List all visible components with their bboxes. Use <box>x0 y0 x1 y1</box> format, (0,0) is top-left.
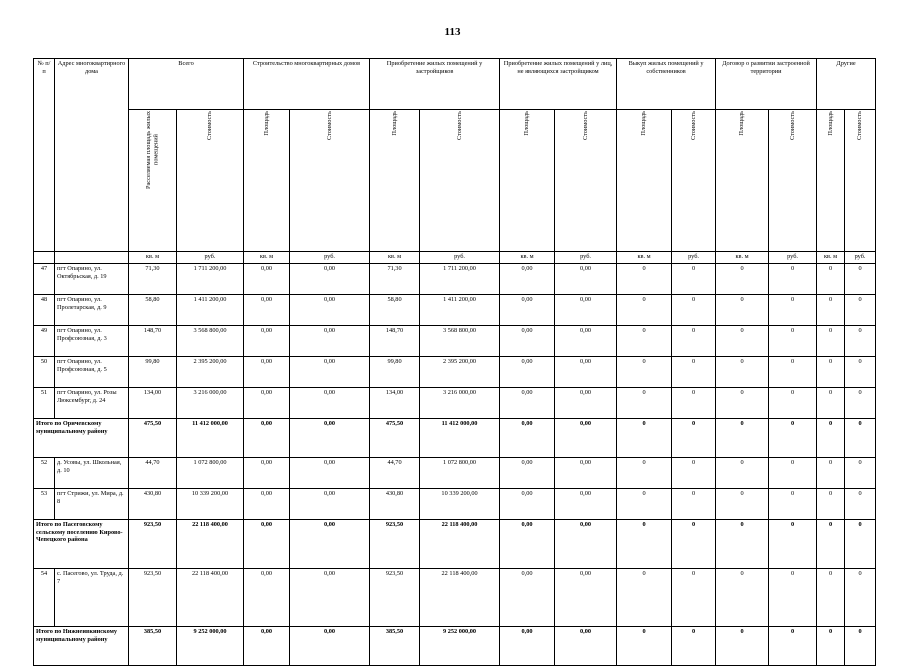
subheader-label: Площадь <box>523 111 531 136</box>
value-cell: 0 <box>716 627 769 666</box>
value-cell: 2 395 200,00 <box>420 357 500 388</box>
value-cell: 0 <box>817 264 845 295</box>
table-row <box>34 357 876 388</box>
value-cell: 0 <box>845 520 876 569</box>
value-cell: 0 <box>672 326 716 357</box>
value-cell: 0,00 <box>290 388 370 419</box>
value-cell: 923,50 <box>129 520 177 569</box>
value-cell: 0 <box>845 569 876 627</box>
value-cell: 0 <box>716 357 769 388</box>
value-cell: 0 <box>672 295 716 326</box>
subheader-cell <box>617 110 672 252</box>
value-cell: 0,00 <box>244 295 290 326</box>
value-cell: 0 <box>845 295 876 326</box>
row-number: 49 <box>34 326 55 357</box>
total-row <box>34 419 876 458</box>
value-cell: 0,00 <box>500 419 555 458</box>
value-cell: 1 072 800,00 <box>177 458 244 489</box>
value-cell: 0 <box>817 520 845 569</box>
value-cell: 0,00 <box>244 264 290 295</box>
value-cell: 0,00 <box>500 520 555 569</box>
value-cell: 0,00 <box>555 627 617 666</box>
value-cell: 923,50 <box>370 569 420 627</box>
subheader-cell <box>420 110 500 252</box>
value-cell: 0 <box>817 326 845 357</box>
value-cell: 0 <box>769 627 817 666</box>
subheader-cell <box>555 110 617 252</box>
value-cell: 1 411 200,00 <box>177 295 244 326</box>
value-cell: 0 <box>769 520 817 569</box>
unit-cell: кв. м <box>716 252 769 264</box>
unit-cell: кв. м <box>244 252 290 264</box>
value-cell: 0,00 <box>500 569 555 627</box>
table-row <box>34 295 876 326</box>
unit-cell: кв. м <box>500 252 555 264</box>
value-cell: 0,00 <box>290 295 370 326</box>
value-cell: 0 <box>817 627 845 666</box>
value-cell: 0 <box>769 295 817 326</box>
unit-cell: кв. м <box>617 252 672 264</box>
value-cell: 0 <box>845 326 876 357</box>
value-cell: 430,80 <box>370 489 420 520</box>
value-cell: 148,70 <box>370 326 420 357</box>
subheader-label: Стоимость <box>325 111 333 141</box>
value-cell: 0,00 <box>500 489 555 520</box>
value-cell: 0 <box>617 264 672 295</box>
value-cell: 0 <box>617 520 672 569</box>
value-cell: 0,00 <box>555 388 617 419</box>
subheader-label: Расселяемая площадь жилых помещений <box>144 111 160 189</box>
row-address: пгт Опарино, ул. Октябрьская, д. 19 <box>55 264 129 295</box>
subheader-cell <box>817 110 845 252</box>
value-cell: 1 072 800,00 <box>420 458 500 489</box>
value-cell: 0 <box>617 489 672 520</box>
value-cell: 0,00 <box>555 489 617 520</box>
value-cell: 0,00 <box>555 357 617 388</box>
value-cell: 0 <box>769 264 817 295</box>
value-cell: 11 412 000,00 <box>420 419 500 458</box>
value-cell: 0 <box>769 357 817 388</box>
value-cell: 0 <box>672 520 716 569</box>
row-address: д. Усовы, ул. Школьная, д. 10 <box>55 458 129 489</box>
value-cell: 0 <box>617 388 672 419</box>
subheader-cell <box>500 110 555 252</box>
value-cell: 0 <box>845 357 876 388</box>
value-cell: 0 <box>716 458 769 489</box>
value-cell: 22 118 400,00 <box>420 569 500 627</box>
value-cell: 0 <box>817 489 845 520</box>
total-label: Итого по Оричевскому муниципальному району <box>34 419 129 458</box>
value-cell: 0,00 <box>290 489 370 520</box>
row-address: пгт Опарино, ул. Профсоюзная, д. 3 <box>55 326 129 357</box>
header-num: № п/п <box>34 59 55 252</box>
value-cell: 0,00 <box>555 326 617 357</box>
value-cell: 0 <box>817 295 845 326</box>
value-cell: 58,80 <box>129 295 177 326</box>
value-cell: 0 <box>769 489 817 520</box>
value-cell: 475,50 <box>370 419 420 458</box>
value-cell: 0 <box>617 627 672 666</box>
value-cell: 0 <box>672 419 716 458</box>
row-address: пгт Стрижи, ул. Мира, д. 8 <box>55 489 129 520</box>
subheader-label: Площадь <box>262 111 270 136</box>
subheader-label: Площадь <box>738 111 746 136</box>
value-cell: 0,00 <box>290 326 370 357</box>
value-cell: 1 711 200,00 <box>420 264 500 295</box>
value-cell: 44,70 <box>129 458 177 489</box>
header-group: Всего <box>129 59 244 110</box>
value-cell: 99,80 <box>370 357 420 388</box>
value-cell: 0 <box>672 388 716 419</box>
table-body <box>34 264 876 666</box>
value-cell: 0,00 <box>500 357 555 388</box>
value-cell: 0 <box>769 388 817 419</box>
value-cell: 0 <box>845 264 876 295</box>
value-cell: 430,80 <box>129 489 177 520</box>
value-cell: 0 <box>845 419 876 458</box>
value-cell: 3 216 000,00 <box>420 388 500 419</box>
resettlement-table <box>33 58 876 666</box>
value-cell: 0 <box>617 569 672 627</box>
value-cell: 0,00 <box>290 419 370 458</box>
unit-cell: руб. <box>555 252 617 264</box>
row-number: 50 <box>34 357 55 388</box>
unit-cell: кв. м <box>129 252 177 264</box>
total-row <box>34 627 876 666</box>
value-cell: 0 <box>716 326 769 357</box>
unit-cell: кв. м <box>817 252 845 264</box>
value-cell: 0,00 <box>244 388 290 419</box>
header-group: Договор о развитии застроенной территории <box>716 59 817 110</box>
unit-cell: руб. <box>769 252 817 264</box>
value-cell: 0,00 <box>500 295 555 326</box>
value-cell: 0,00 <box>290 627 370 666</box>
page-number: 113 <box>444 26 461 38</box>
subheader-label: Стоимость <box>689 111 697 141</box>
value-cell: 0,00 <box>290 520 370 569</box>
value-cell: 44,70 <box>370 458 420 489</box>
value-cell: 0,00 <box>555 569 617 627</box>
table-row <box>34 326 876 357</box>
value-cell: 148,70 <box>129 326 177 357</box>
value-cell: 0,00 <box>290 569 370 627</box>
table-row <box>34 264 876 295</box>
value-cell: 0,00 <box>555 520 617 569</box>
value-cell: 0 <box>617 357 672 388</box>
value-cell: 0,00 <box>244 458 290 489</box>
row-number: 52 <box>34 458 55 489</box>
subheader-cell <box>177 110 244 252</box>
value-cell: 475,50 <box>129 419 177 458</box>
row-number: 51 <box>34 388 55 419</box>
value-cell: 0 <box>817 569 845 627</box>
value-cell: 3 216 000,00 <box>177 388 244 419</box>
value-cell: 0 <box>672 264 716 295</box>
subheader-cell <box>370 110 420 252</box>
value-cell: 0 <box>617 295 672 326</box>
header-group: Приобретение жилых помещений у застройщиков <box>370 59 500 110</box>
value-cell: 923,50 <box>129 569 177 627</box>
unit-cell: руб. <box>290 252 370 264</box>
value-cell: 0 <box>769 458 817 489</box>
total-row <box>34 520 876 569</box>
subheader-label: Площадь <box>640 111 648 136</box>
subheader-label: Стоимость <box>455 111 463 141</box>
row-number: 48 <box>34 295 55 326</box>
value-cell: 0,00 <box>555 295 617 326</box>
subheader-cell <box>290 110 370 252</box>
value-cell: 58,80 <box>370 295 420 326</box>
value-cell: 10 339 200,00 <box>177 489 244 520</box>
value-cell: 0,00 <box>500 627 555 666</box>
row-number: 54 <box>34 569 55 627</box>
subheader-label: Площадь <box>826 111 834 136</box>
value-cell: 9 252 000,00 <box>420 627 500 666</box>
value-cell: 0 <box>617 419 672 458</box>
header-group: Другие <box>817 59 876 110</box>
value-cell: 99,80 <box>129 357 177 388</box>
subheader-cell <box>845 110 876 252</box>
value-cell: 0 <box>672 489 716 520</box>
subheader-label: Площадь <box>390 111 398 136</box>
value-cell: 0 <box>617 458 672 489</box>
value-cell: 0 <box>672 357 716 388</box>
subheader-cell <box>672 110 716 252</box>
units-row <box>34 252 876 264</box>
value-cell: 0 <box>672 627 716 666</box>
units-empty <box>34 252 55 264</box>
value-cell: 0 <box>672 458 716 489</box>
value-cell: 385,50 <box>370 627 420 666</box>
value-cell: 0 <box>845 489 876 520</box>
header-group: Строительство многоквартирных домов <box>244 59 370 110</box>
subheader-cell <box>716 110 769 252</box>
value-cell: 1 411 200,00 <box>420 295 500 326</box>
value-cell: 0 <box>617 326 672 357</box>
value-cell: 0,00 <box>244 520 290 569</box>
value-cell: 9 252 000,00 <box>177 627 244 666</box>
value-cell: 0 <box>817 419 845 458</box>
table-row <box>34 489 876 520</box>
value-cell: 0 <box>716 295 769 326</box>
value-cell: 0,00 <box>500 326 555 357</box>
value-cell: 0,00 <box>244 357 290 388</box>
value-cell: 0 <box>716 264 769 295</box>
subheader-row <box>34 110 876 252</box>
subheader-label: Стоимость <box>856 111 864 141</box>
header-row <box>34 59 876 110</box>
unit-cell: руб. <box>845 252 876 264</box>
value-cell: 0,00 <box>555 264 617 295</box>
value-cell: 0,00 <box>244 569 290 627</box>
value-cell: 0 <box>769 569 817 627</box>
subheader-cell <box>244 110 290 252</box>
row-address: пгт Опарино, ул. Пролетарская, д. 9 <box>55 295 129 326</box>
units-empty <box>55 252 129 264</box>
value-cell: 0,00 <box>555 419 617 458</box>
row-number: 53 <box>34 489 55 520</box>
value-cell: 0 <box>769 419 817 458</box>
subheader-label: Стоимость <box>206 111 214 141</box>
table-row <box>34 458 876 489</box>
value-cell: 923,50 <box>370 520 420 569</box>
value-cell: 0,00 <box>244 419 290 458</box>
total-label: Итого по Нижнеивкинскому муниципальному району <box>34 627 129 666</box>
value-cell: 22 118 400,00 <box>177 569 244 627</box>
unit-cell: руб. <box>672 252 716 264</box>
table-row <box>34 569 876 627</box>
header-group: Приобретение жилых помещений у лиц, не являющихся застройщиком <box>500 59 617 110</box>
value-cell: 0 <box>845 458 876 489</box>
value-cell: 0 <box>817 357 845 388</box>
row-address: с. Пасегово, ул. Труда, д. 7 <box>55 569 129 627</box>
value-cell: 10 339 200,00 <box>420 489 500 520</box>
value-cell: 0,00 <box>290 458 370 489</box>
subheader-label: Стоимость <box>581 111 589 141</box>
value-cell: 1 711 200,00 <box>177 264 244 295</box>
value-cell: 0,00 <box>244 489 290 520</box>
header-group: Выкуп жилых помещений у собственников <box>617 59 716 110</box>
value-cell: 22 118 400,00 <box>177 520 244 569</box>
value-cell: 71,30 <box>370 264 420 295</box>
value-cell: 0 <box>845 627 876 666</box>
value-cell: 11 412 000,00 <box>177 419 244 458</box>
value-cell: 385,50 <box>129 627 177 666</box>
unit-cell: руб. <box>177 252 244 264</box>
value-cell: 0 <box>716 388 769 419</box>
value-cell: 2 395 200,00 <box>177 357 244 388</box>
value-cell: 0,00 <box>290 357 370 388</box>
value-cell: 0 <box>769 326 817 357</box>
header-address: Адрес многоквартирного дома <box>55 59 129 252</box>
value-cell: 3 568 800,00 <box>177 326 244 357</box>
value-cell: 0 <box>817 388 845 419</box>
value-cell: 0,00 <box>500 458 555 489</box>
value-cell: 0 <box>672 569 716 627</box>
row-address: пгт Опарино, ул. Розы Люксембург, д. 24 <box>55 388 129 419</box>
value-cell: 0,00 <box>500 388 555 419</box>
value-cell: 134,00 <box>129 388 177 419</box>
row-number: 47 <box>34 264 55 295</box>
value-cell: 0,00 <box>555 458 617 489</box>
value-cell: 0 <box>716 419 769 458</box>
value-cell: 3 568 800,00 <box>420 326 500 357</box>
table-row <box>34 388 876 419</box>
value-cell: 22 118 400,00 <box>420 520 500 569</box>
value-cell: 0,00 <box>500 264 555 295</box>
subheader-cell <box>129 110 177 252</box>
unit-cell: руб. <box>420 252 500 264</box>
unit-cell: кв. м <box>370 252 420 264</box>
value-cell: 0 <box>716 489 769 520</box>
value-cell: 0,00 <box>244 627 290 666</box>
value-cell: 0 <box>845 388 876 419</box>
row-address: пгт Опарино, ул. Профсоюзная, д. 5 <box>55 357 129 388</box>
value-cell: 71,30 <box>129 264 177 295</box>
subheader-cell <box>769 110 817 252</box>
value-cell: 0,00 <box>244 326 290 357</box>
value-cell: 0,00 <box>290 264 370 295</box>
value-cell: 134,00 <box>370 388 420 419</box>
value-cell: 0 <box>716 569 769 627</box>
value-cell: 0 <box>817 458 845 489</box>
total-label: Итого по Пасеговскому сельскому поселению Кирово-Чепецкого района <box>34 520 129 569</box>
value-cell: 0 <box>716 520 769 569</box>
subheader-label: Стоимость <box>788 111 796 141</box>
